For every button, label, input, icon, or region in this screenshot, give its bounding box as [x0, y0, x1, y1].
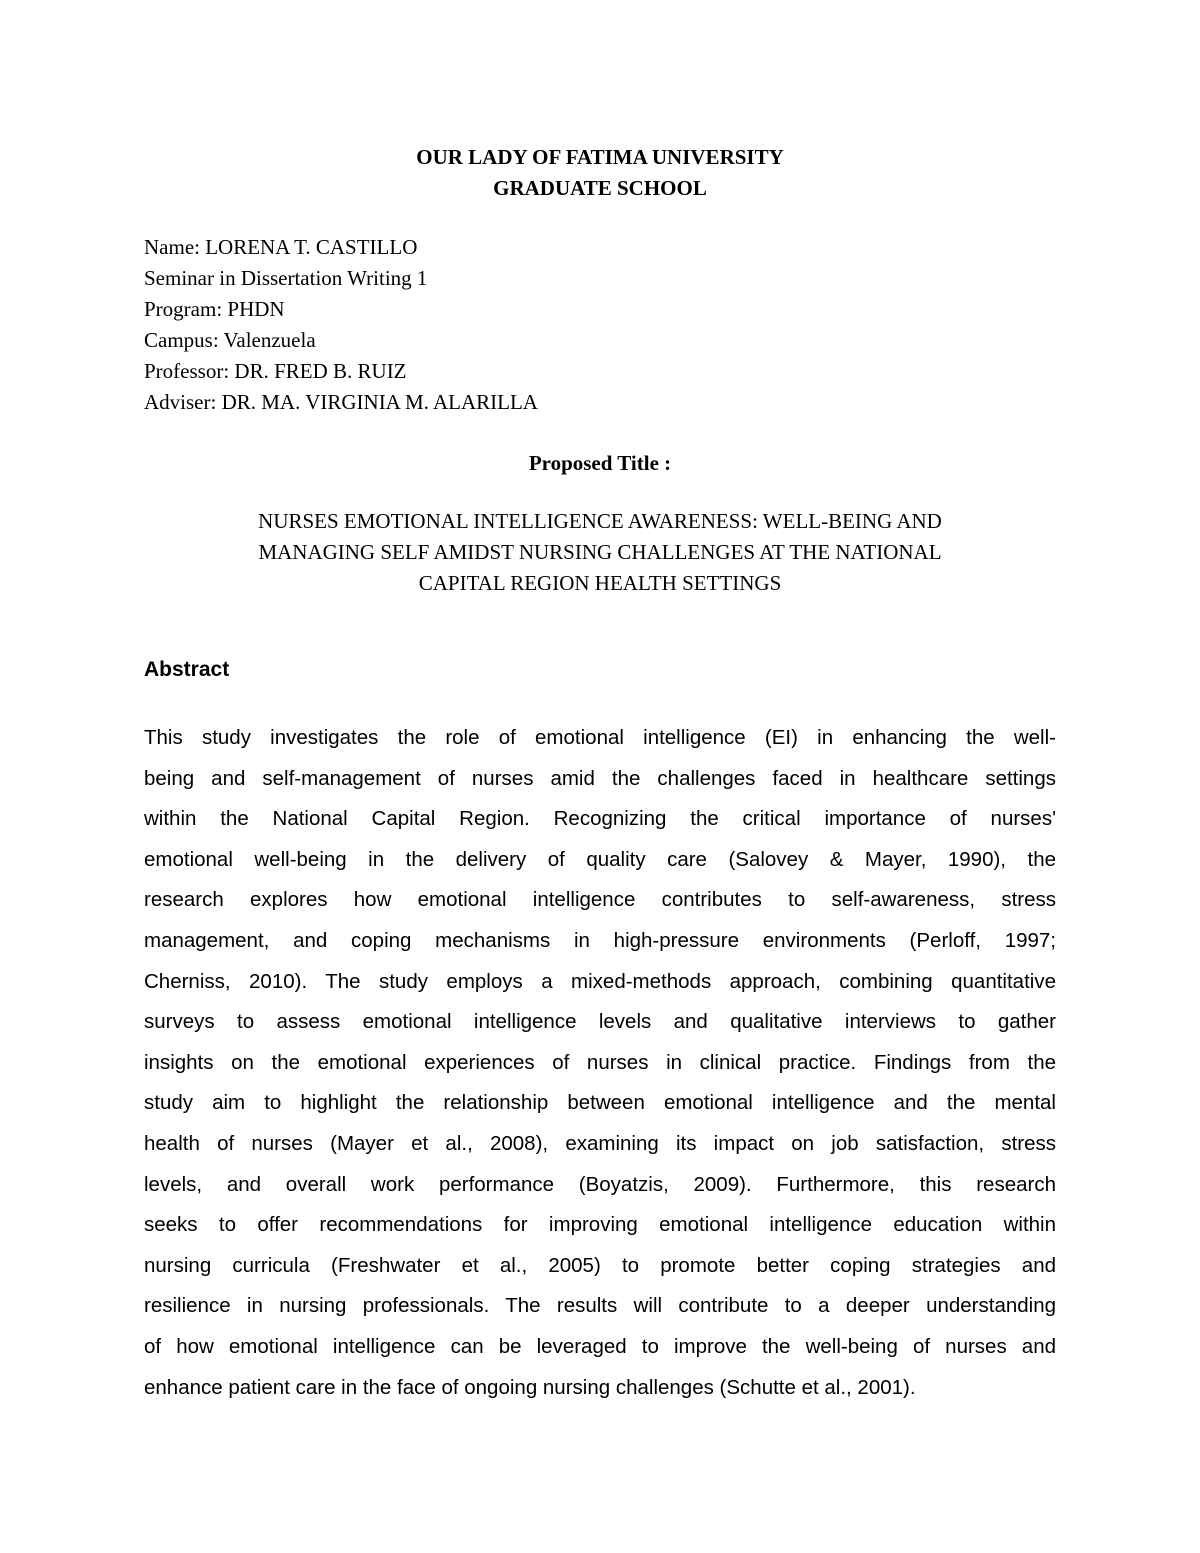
adviser-name: Adviser: DR. MA. VIRGINIA M. ALARILLA — [144, 390, 538, 414]
proposed-title — [0, 506, 1200, 599]
university-name: OUR LADY OF FATIMA UNIVERSITY — [416, 145, 784, 169]
abstract-heading: Abstract — [144, 658, 230, 681]
abstract-line: research explores how emotional intelligence contributes to self-awareness, stress — [144, 888, 1056, 912]
abstract-line: resilience in nursing professionals. The results will contribute to a deeper understanding — [144, 1294, 1056, 1318]
abstract-line: health of nurses (Mayer et al., 2008), examining its impact on job satisfaction, stress — [144, 1131, 1056, 1155]
title-line: CAPITAL REGION HEALTH SETTINGS — [418, 571, 782, 595]
abstract-line: being and self-management of nurses amid the challenges faced in healthcare settings — [144, 766, 1056, 790]
campus-name: Campus: Valenzuela — [144, 328, 316, 352]
abstract-line: management, and coping mechanisms in high-pressure environments (Perloff, 1997; — [144, 928, 1056, 952]
abstract-line: levels, and overall work performance (Boyatzis, 2009). Furthermore, this research — [144, 1172, 1056, 1196]
student-name: Name: LORENA T. CASTILLO — [144, 235, 418, 259]
proposed-title-label: Proposed Title : — [528, 451, 672, 475]
abstract-line: Cherniss, 2010). The study employs a mixed-methods approach, combining quantitative — [144, 969, 1056, 993]
abstract-line: surveys to assess emotional intelligence levels and qualitative interviews to gather — [144, 1010, 1056, 1034]
abstract-line: insights on the emotional experiences of nurses in clinical practice. Findings from the — [144, 1050, 1056, 1074]
student-info — [144, 232, 538, 418]
abstract-line: enhance patient care in the face of ongoing nursing challenges (Schutte et al., 2001). — [144, 1375, 916, 1399]
abstract-line: This study investigates the role of emotional intelligence (EI) in enhancing the well- — [144, 726, 1056, 749]
abstract-line: within the National Capital Region. Recognizing the critical importance of nurses' — [144, 807, 1056, 831]
abstract-line: study aim to highlight the relationship between emotional intelligence and the mental — [144, 1091, 1056, 1115]
title-line: NURSES EMOTIONAL INTELLIGENCE AWARENESS: WELL-BEING AND — [258, 509, 942, 533]
abstract-line: nursing curricula (Freshwater et al., 2005) to promote better coping strategies and — [144, 1253, 1056, 1277]
course-name: Seminar in Dissertation Writing 1 — [144, 266, 428, 290]
abstract-line: seeks to offer recommendations for improving emotional intelligence education within — [144, 1213, 1056, 1237]
abstract-line: emotional well-being in the delivery of quality care (Salovey & Mayer, 1990), the — [144, 847, 1056, 871]
school-name: GRADUATE SCHOOL — [493, 176, 707, 200]
title-line: MANAGING SELF AMIDST NURSING CHALLENGES AT THE NATIONAL — [258, 540, 942, 564]
abstract-body — [144, 718, 1056, 1408]
program-name: Program: PHDN — [144, 297, 285, 321]
abstract-line: of how emotional intelligence can be leveraged to improve the well-being of nurses and — [144, 1334, 1056, 1358]
professor-name: Professor: DR. FRED B. RUIZ — [144, 359, 407, 383]
